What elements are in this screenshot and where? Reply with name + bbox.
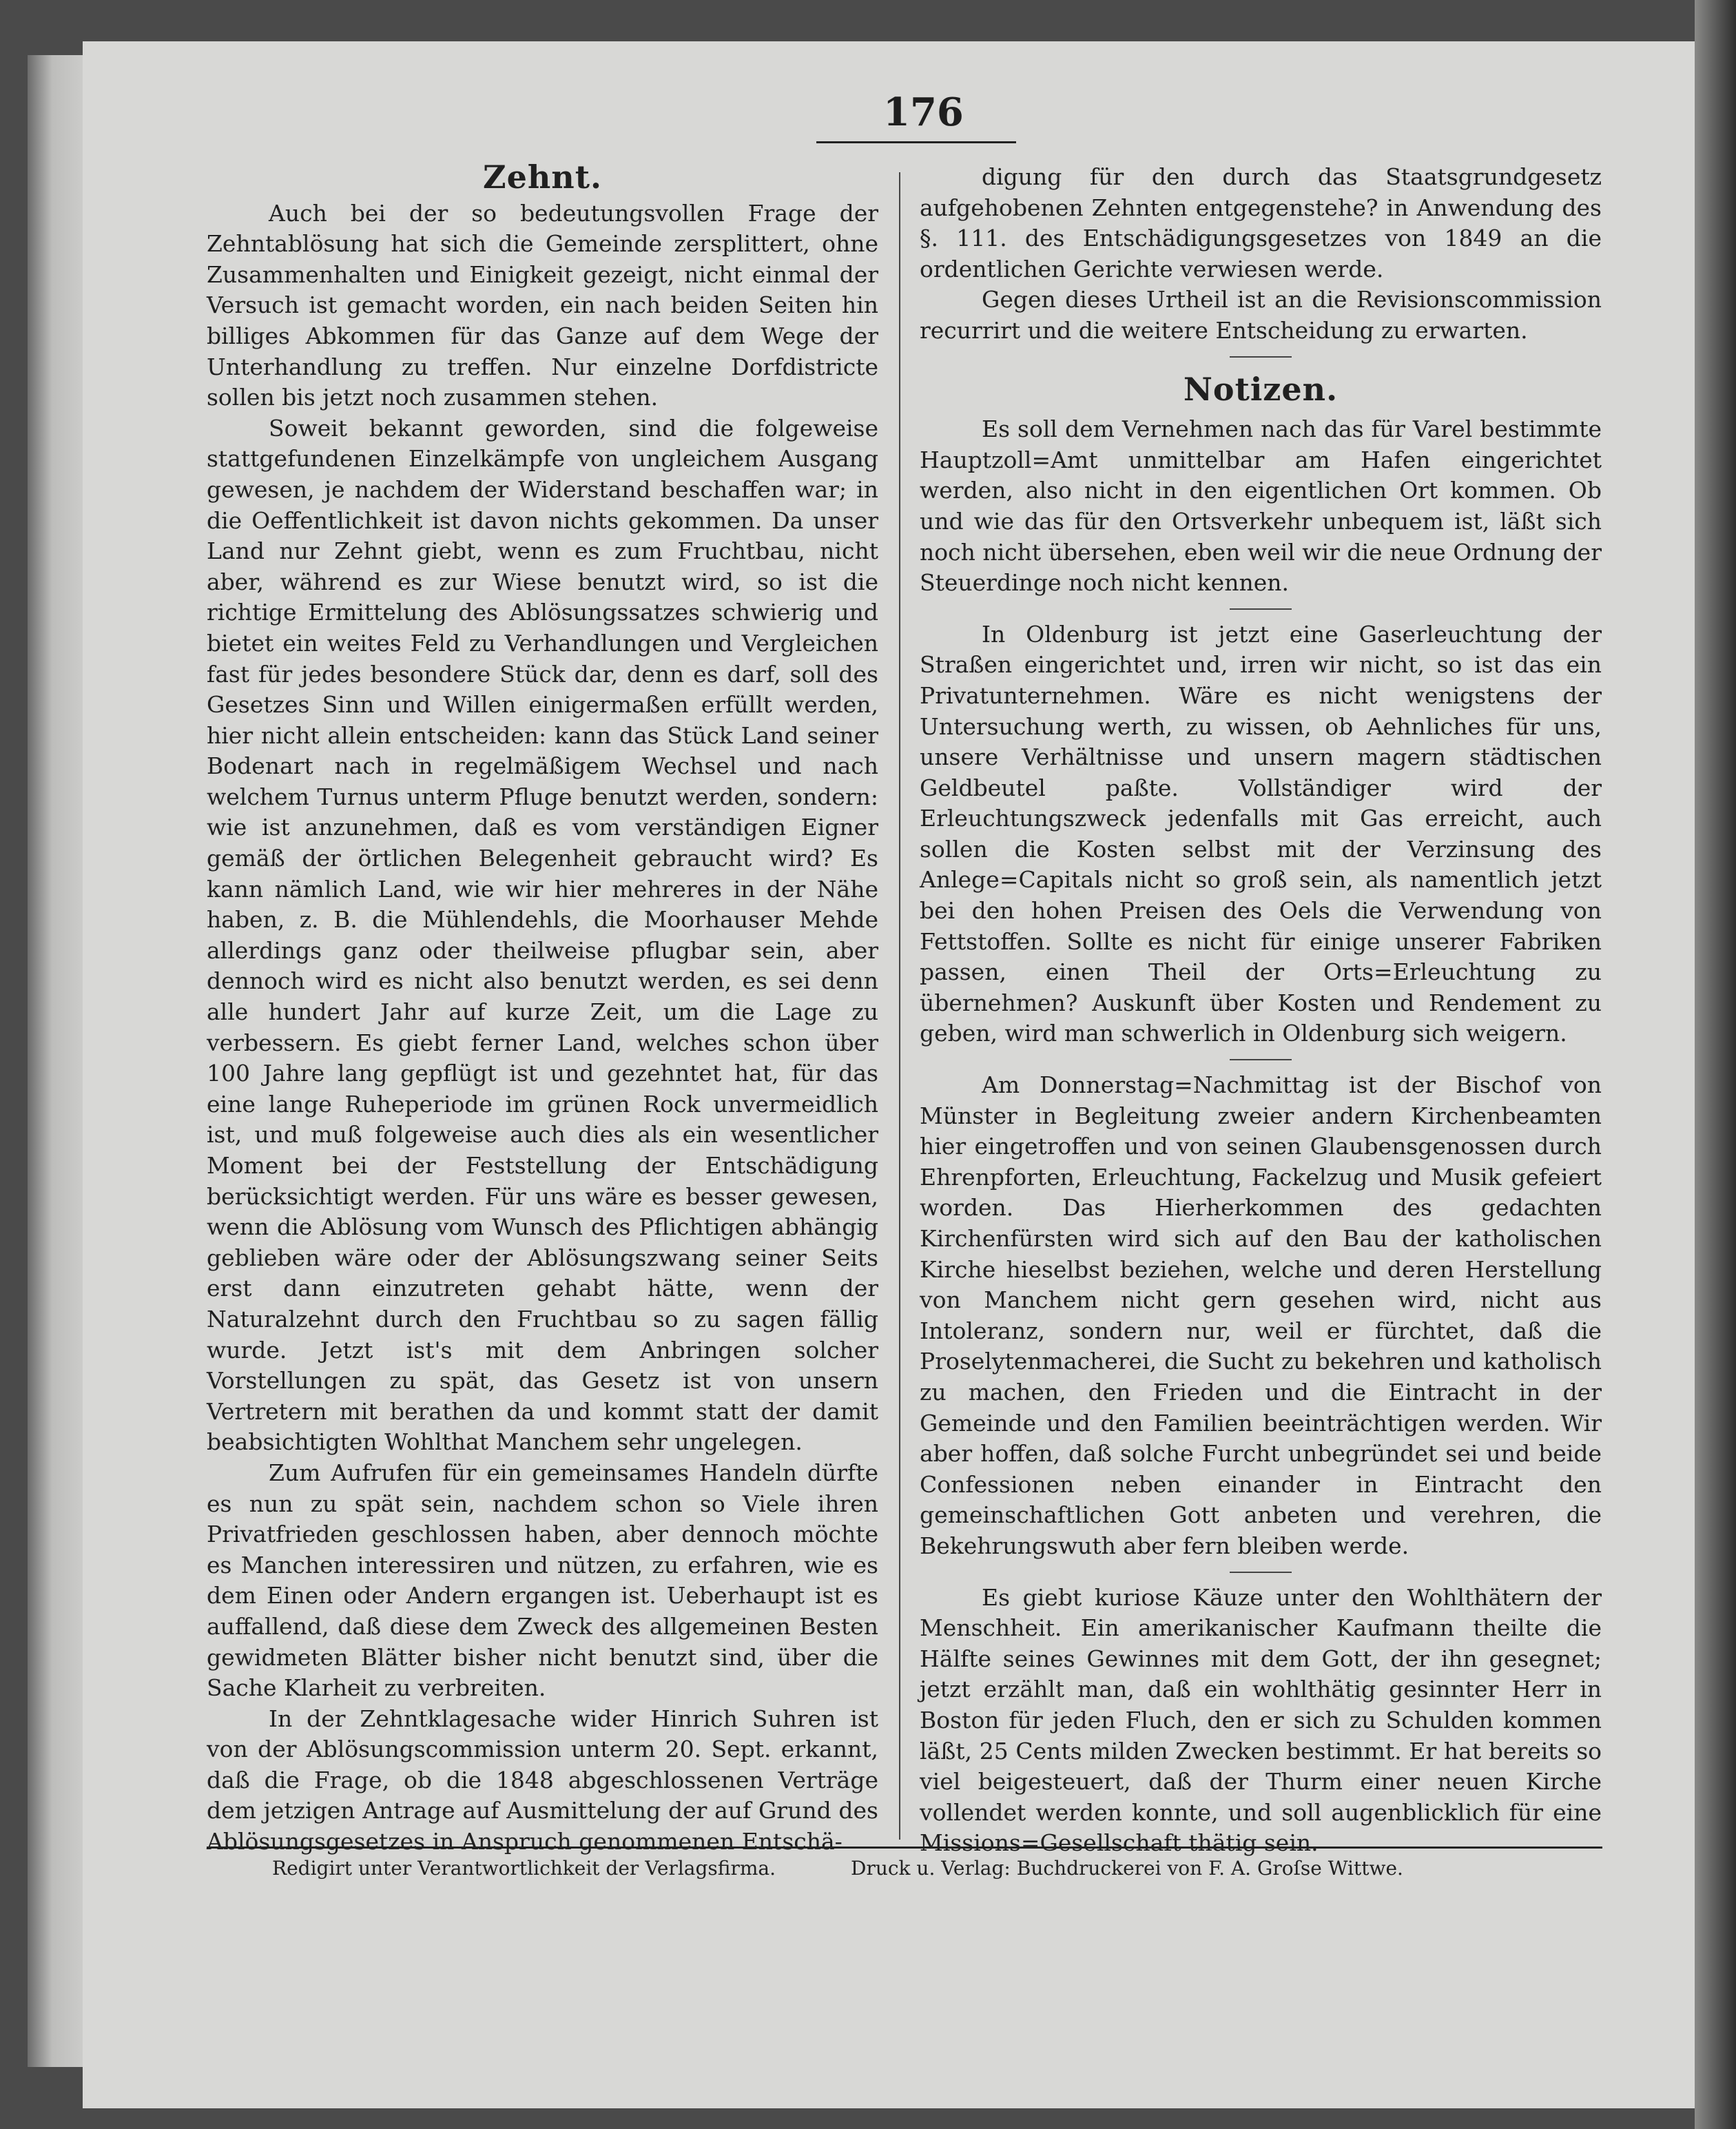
note-paragraph: Am Donnerstag=Nachmittag ist der Bischof von Münster in Begleitung zweier andern Kirchenbeamten hier eingetroffen und von seinen Glaubensgenossen durch Ehrenpforten, Erleuchtung, Fackelzug und Musik gefeiert worden. Das Hierherkommen des gedachten Kirchenfürsten wird sich auf den Bau der katholischen Kirche hieselbst beziehen, welche und deren Herstellung von Manchem nicht gern gesehen wird, nicht aus Intoleranz, sondern nur, weil er fürchtet, daß die Proselytenmacherei, die Sucht zu bekehren und katholisch zu machen, den Frieden und die Eintracht in der Gemeinde und den Familien beeinträchtigen werden. Wir aber hoffen, daß solche Furcht unbegründet sei und beide Confessionen neben einander in Eintracht den gemeinschaftlichen Gott anbeten und verehren, die Bekehrungswuth aber fern bleiben werde. <box>920 1071 1602 1559</box>
note-separator <box>1230 1572 1292 1573</box>
notes-heading: Notizen. <box>1183 370 1339 408</box>
left-column <box>207 158 878 1858</box>
note-paragraph: In Oldenburg ist jetzt eine Gaserleuchtung der Straßen eingerichtet und, irren wir nicht, so ist das ein Privatunternehmen. Wäre es nicht wenigstens der Untersuchung werth, zu wissen, ob Aehnliches für uns, unsere Verhältnisse und unsern magern städtischen Geldbeutel paßte. Vollständiger wird der Erleuchtungszweck jedenfalls mit Gas erreicht, auch sollen die Kosten selbst mit der Verzinsung des Anlege=Capitals nicht so groß sein, als namentlich jetzt bei den hohen Preisen des Oels die Verwendung von Fettstoffen. Sollte es nicht für einige unserer Fabriken passen, einen Theil der Orts=Erleuchtung zu übernehmen? Auskunft über Kosten und Rendement zu geben, wird man schwerlich in Oldenburg sich weigern. <box>920 620 1602 1047</box>
article-paragraph: Gegen dieses Urtheil ist an die Revisionscommission recurrirt und die weitere Entscheidung zu erwarten. <box>920 286 1602 344</box>
section-separator <box>1230 356 1292 358</box>
note-separator <box>1230 608 1292 610</box>
column-divider <box>899 172 900 1840</box>
note-paragraph: Es giebt kuriose Käuze unter den Wohlthätern der Menschheit. Ein amerikanischer Kaufmann theilte die Hälfte seines Gewinnes mit dem Gott, der ihn gesegnet; jetzt erzählt man, daß ein wohlthätig gesinnter Herr in Boston für jeden Fluch, den er sich zu Schulden kommen läßt, 25 Cents milden Zwecken bestimmt. Er hat bereits so viel beigesteuert, daß der Thurm einer neuen Kirche vollendet werden konnte, und soll augenblicklich für eine Missions=Gesellschaft thätig sein. <box>920 1583 1602 1857</box>
footer-printer-line: Druck u. Verlag: Buchdruckerei von F. A. Groſse Wittwe. <box>851 1857 1403 1880</box>
article-paragraph: In der Zehntklagesache wider Hinrich Suhren ist von der Ablösungscommission unterm 20. Sept. erkannt, daß die Frage, ob die 1848 abgeschlossenen Verträge dem jetzigen Antrage auf Ausmittelung der auf Grund des Ablösungsgesetzes in Anspruch genommenen Entschä- <box>207 1705 878 1855</box>
article-paragraph: Soweit bekannt geworden, sind die folgeweise stattgefundenen Einzelkämpfe von ungleichem Ausgang gewesen, je nachdem der Widerstand beschaffen war; in die Oeffentlichkeit ist davon nichts gekommen. Da unser Land nur Zehnt giebt, wenn es zum Fruchtbau, nicht aber, während es zur Wiese benutzt wird, so ist die richtige Ermittelung des Ablösungssatzes schwierig und bietet ein weites Feld zu Verhandlungen und Vergleichen fast für jedes besondere Stück dar, denn es darf, soll des Gesetzes Sinn und Willen einigermaßen erfüllt werden, hier nicht allein entscheiden: kann das Stück Land seiner Bodenart nach in regelmäßigem Wechsel und nach welchem Turnus unterm Pfluge benutzt werden, sondern: wie ist anzunehmen, daß es vom verständigen Eigner gemäß der örtlichen Belegenheit gebraucht wird? Es kann nämlich Land, wie wir hier mehreres in der Nähe haben, z. B. die Mühlendehls, die Moorhauser Mehde allerdings ganz oder theilweise pflugbar sein, aber dennoch wird es nicht also benutzt werden, es sei denn alle hundert Jahr auf kurze Zeit, um die Lage zu verbessern. Es giebt ferner Land, welches schon über 100 Jahre lang gepflügt ist und gezehntet hat, für das eine lange Ruheperiode im grünen Rock unvermeidlich ist, und muß folgeweise auch dies als ein wesentlicher Moment bei der Feststellung der Entschädigung berücksichtigt werden. Für uns wäre es besser gewesen, wenn die Ablösung vom Wunsch des Pflichtigen abhängig geblieben wäre oder der Ablösungszwang seiner Seits erst dann einzutreten gehabt hätte, wenn der Naturalzehnt durch den Fruchtbau so zu sagen fällig wurde. Jetzt ist's mit dem Anbringen solcher Vorstellungen zu spät, das Gesetz ist von unsern Vertretern mit berathen da und kommt statt der damit beabsichtigten Wohlthat Manchem sehr ungelegen. <box>207 414 878 1456</box>
note-separator <box>1230 1059 1292 1060</box>
note-paragraph: Es soll dem Vernehmen nach das für Varel bestimmte Hauptzoll=Amt unmittelbar am Hafen eingerichtet werden, also nicht in den eigentlichen Ort kommen. Ob und wie das für den Ortsverkehr unbequem ist, läßt sich noch nicht übersehen, eben weil wir die neue Ordnung der Steuerdinge noch nicht kennen. <box>920 415 1602 597</box>
page-edge-shadow <box>1695 0 1736 2129</box>
book-spine <box>28 55 90 2067</box>
article-paragraph: digung für den durch das Staatsgrundgesetz aufgehobenen Zehnten entgegenstehe? in Anwendung des §. 111. des Entschädigungsgesetzes von 1849 an die ordentlichen Gerichte verwiesen werde. <box>920 163 1602 282</box>
footer-rule <box>207 1847 1602 1849</box>
article-paragraph: Auch bei der so bedeutungsvollen Frage der Zehntablösung hat sich die Gemeinde zersplittert, ohne Zusammenhalten und Einigkeit gezeigt, nicht einmal der Versuch ist gemacht worden, ein nach beiden Seiten hin billiges Abkommen für das Ganze auf dem Wege der Unterhandlung zu treffen. Nur einzelne Dorfdistricte sollen bis jetzt noch zusammen stehen. <box>207 199 878 411</box>
article-paragraph: Zum Aufrufen für ein gemeinsames Handeln dürfte es nun zu spät sein, nachdem schon so Viele ihren Privatfrieden geschlossen haben, aber dennoch möchte es Manchen interessiren und nützen, zu erfahren, wie es dem Einen oder Andern ergangen ist. Ueberhaupt ist es auffallend, daß diese dem Zweck des allgemeinen Besten gewidmeten Blätter bisher nicht benutzt sind, über die Sache Klarheit zu verbreiten. <box>207 1459 878 1702</box>
page-number: 176 <box>883 90 964 135</box>
right-column <box>920 162 1602 1859</box>
footer-editor-line: Redigirt unter Verantwortlichkeit der Verlagsfirma. <box>272 1857 776 1880</box>
page-number-rule <box>816 141 1016 143</box>
article-heading-zehnt: Zehnt. <box>483 158 602 196</box>
